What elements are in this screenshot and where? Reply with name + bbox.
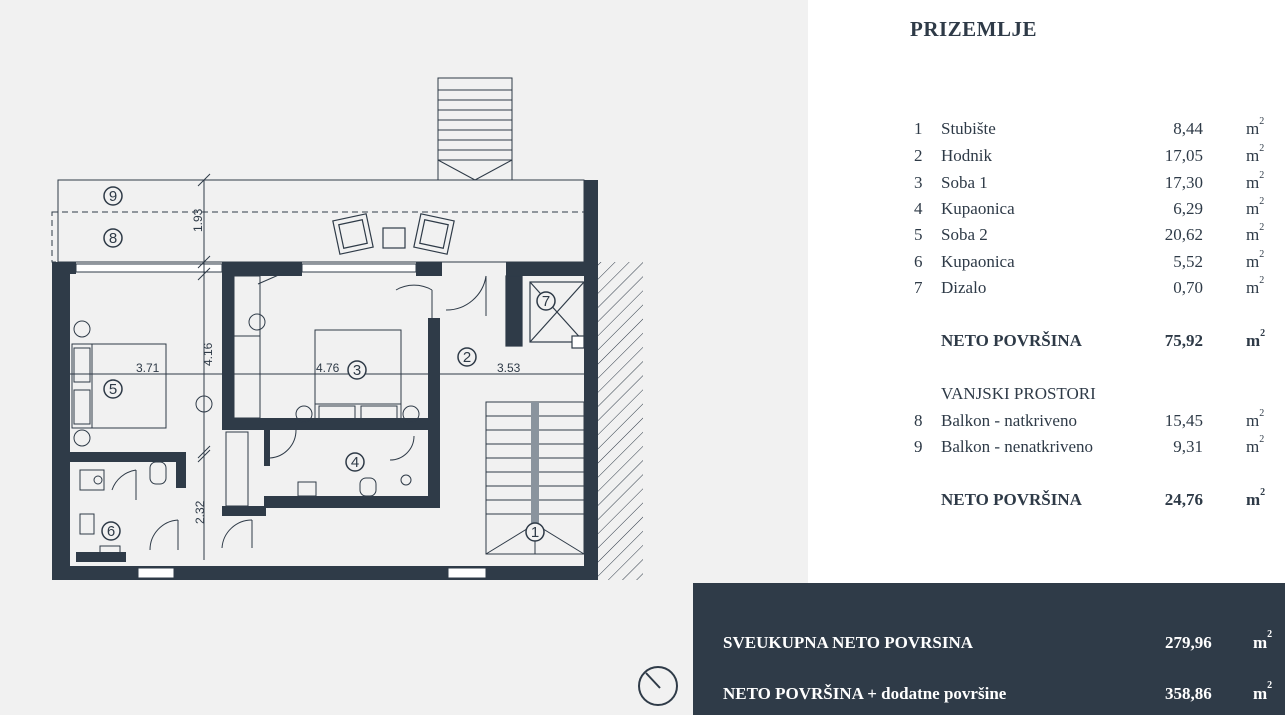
totals-panel: [693, 583, 1285, 715]
room-row: 7 Dizalo 0,70 $m^2$: [914, 275, 1265, 297]
dimension-4-76: 4.76: [316, 361, 340, 375]
outer-walls: [52, 180, 598, 580]
room-row: 5 Soba 2 20,62 $m^2$: [914, 222, 1265, 244]
elevator: [506, 276, 584, 348]
room-marker-8: [104, 229, 122, 247]
room-marker-3: [348, 361, 366, 379]
room-marker-9: [104, 187, 122, 205]
total-row-dodatne: NETO POVRŠINA + dodatne površine 358,86 $m^2$: [723, 680, 1273, 703]
dimension-4-16: 4.16: [201, 342, 215, 366]
ground-hatch: [598, 262, 643, 580]
room-marker-5: [104, 380, 122, 398]
svg-text:1: 1: [530, 524, 540, 541]
svg-text:4: 4: [350, 454, 360, 471]
room-marker-1: [526, 523, 544, 541]
balcony-furniture: [333, 214, 454, 254]
entrance-stairs: [438, 78, 512, 180]
outdoor-row: 9 Balkon - nenatkriveno 9,31 $m^2$: [914, 434, 1265, 456]
svg-text:9: 9: [108, 188, 118, 205]
room-row: 3 Soba 1 17,30 $m^2$: [914, 170, 1265, 192]
room-row: 6 Kupaonica 5,52 $m^2$: [914, 249, 1265, 271]
floor-title: PRIZEMLJE: [910, 17, 1038, 41]
svg-text:6: 6: [106, 523, 116, 540]
dimension-1-93: 1.93: [191, 208, 205, 232]
svg-text:3: 3: [352, 362, 362, 379]
wardrobes: [226, 270, 290, 506]
total-row-sveukupna: SVEUKUPNA NETO POVRSINA 279,96 $m^2$: [723, 629, 1273, 652]
svg-text:5: 5: [108, 381, 118, 398]
room-row: 4 Kupaonica 6,29 $m^2$: [914, 196, 1265, 218]
interior-walls: [70, 262, 440, 562]
room-marker-7: [537, 292, 555, 310]
balcony: [52, 180, 584, 262]
dimension-3-53: 3.53: [497, 361, 521, 375]
room-marker-6: [102, 522, 120, 540]
svg-text:7: 7: [541, 293, 551, 310]
svg-text:2: 2: [462, 349, 472, 366]
outdoor-total-row: NETO POVRŠINA 24,76 $m^2$: [941, 487, 1266, 509]
north-compass-icon: [639, 667, 677, 705]
neto-total-row: NETO POVRŠINA 75,92 $m^2$: [941, 328, 1266, 350]
outdoor-heading: VANJSKI PROSTORI: [941, 384, 1096, 403]
svg-text:8: 8: [108, 230, 118, 247]
room-row: 1 Stubište 8,44 $m^2$: [914, 116, 1265, 138]
outdoor-row: 8 Balkon - natkriveno 15,45 $m^2$: [914, 408, 1265, 430]
room-marker-4: [346, 453, 364, 471]
dimension-2-32: 2.32: [193, 500, 207, 524]
room-marker-2: [458, 348, 476, 366]
dimension-3-71: 3.71: [136, 361, 160, 375]
room-row: 2 Hodnik 17,05 $m^2$: [914, 143, 1265, 165]
